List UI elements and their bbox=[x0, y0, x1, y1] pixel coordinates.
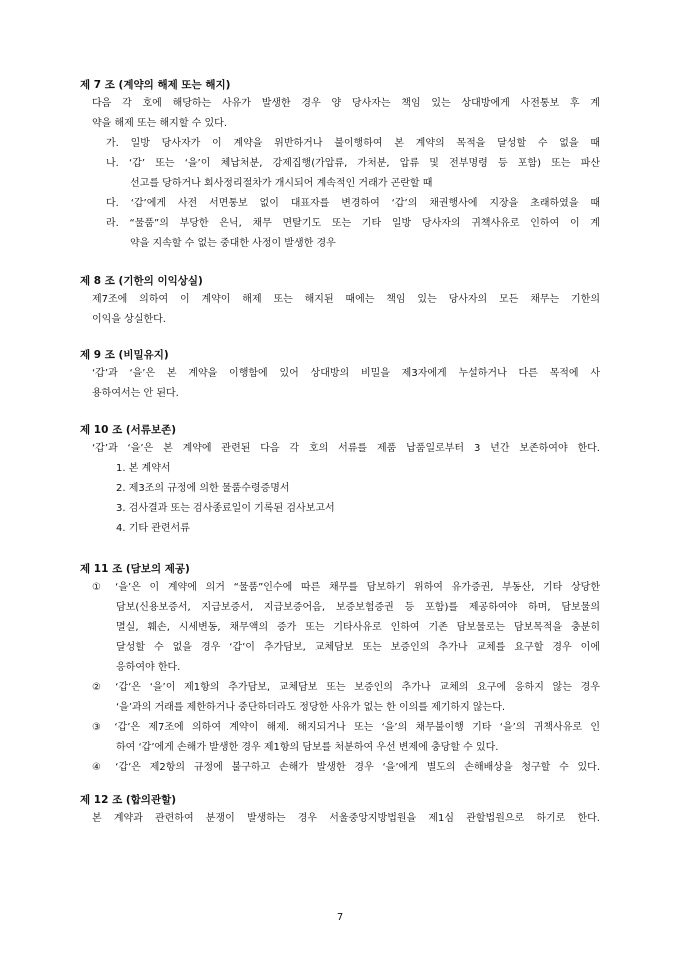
article-7-item: 가. 일방 당사자가 이 계약을 위반하거나 불이행하여 본 계약의 목적을 달성할 수 없을 때 bbox=[106, 138, 600, 149]
article-11-clause-cont: 담보(신용보증서, 지급보증서, 지급보증어음, 보증보험증권 등 포함)를 제공하여야 하며, 담보물의 bbox=[116, 602, 600, 613]
article-10 bbox=[80, 423, 600, 539]
article-10-title: 제 10 조 (서류보존) bbox=[80, 424, 177, 436]
article-11-clause-cont: 응하여야 한다. bbox=[116, 662, 181, 673]
article-8-title: 제 8 조 (기한의 이익상실) bbox=[80, 275, 203, 287]
article-11-clause-cont: 달성할 수 없을 경우 ‘갑’이 추가담보, 교체담보 또는 보증인의 추가나 교체를 요구할 경우 이에 bbox=[116, 642, 600, 653]
article-8-body-line: 제7조에 의하여 이 계약이 해제 또는 해지된 때에는 책임 있는 당사자의 모든 채무는 기한의 bbox=[92, 294, 600, 305]
page-number: 7 bbox=[336, 912, 344, 923]
article-10-item: 2. 제3조의 규정에 의한 물품수령증명서 bbox=[116, 483, 290, 494]
article-7 bbox=[80, 78, 600, 254]
article-11-clause: ③ ‘갑’은 제7조에 의하여 계약이 해제. 해지되거나 또는 ‘을’의 채무불이행 기타 ‘을’의 귀책사유로 인 bbox=[92, 722, 600, 733]
article-7-intro-line: 약을 해제 또는 해지할 수 있다. bbox=[92, 118, 227, 129]
article-7-item: 다. ‘갑’에게 사전 서면통보 없이 대표자를 변경하여 ‘갑’의 채권행사에 지장을 초래하였을 때 bbox=[106, 198, 600, 209]
article-10-item: 1. 본 계약서 bbox=[116, 463, 171, 474]
article-12 bbox=[80, 793, 600, 829]
article-10-item: 4. 기타 관련서류 bbox=[116, 523, 190, 534]
article-7-item: 라. “물품”의 부당한 은닉, 채무 면탈기도 또는 기타 일방 당사자의 귀책사유로 인하여 이 계 bbox=[106, 218, 600, 229]
article-11-clause: ① ‘을’은 이 계약에 의거 “물품”인수에 따른 채무를 담보하기 위하여 유가증권, 부동산, 기타 상당한 bbox=[92, 582, 600, 593]
article-9-title: 제 9 조 (비밀유지) bbox=[80, 349, 169, 361]
article-11-clause-cont: ‘을’과의 거래를 제한하거나 중단하더라도 정당한 사유가 없는 한 이의를 제기하지 않는다. bbox=[116, 702, 506, 713]
article-10-item: 3. 검사결과 또는 검사종료일이 기록된 검사보고서 bbox=[116, 503, 335, 514]
article-11-clause: ② ‘갑’은 ‘을’이 제1항의 추가담보, 교체담보 또는 보증인의 추가나 교체의 요구에 응하지 않는 경우 bbox=[92, 682, 600, 693]
article-11-clause-cont: 멸실, 훼손, 시세변동, 채무액의 증가 또는 기타사유로 인하여 기존 담보물로는 담보목적을 충분히 bbox=[116, 622, 600, 633]
article-7-title: 제 7 조 (계약의 해제 또는 해지) bbox=[80, 79, 231, 91]
article-10-intro: ‘갑’과 ‘을’은 본 계약에 관련된 다음 각 호의 서류를 제품 납품일로부터 3 년간 보존하여야 한다. bbox=[92, 443, 600, 454]
article-7-intro-line: 다음 각 호에 해당하는 사유가 발생한 경우 양 당사자는 책임 있는 상대방에게 사전통보 후 계 bbox=[92, 98, 600, 109]
article-11-clause: ④ ‘갑’은 제2항의 규정에 불구하고 손해가 발생한 경우 ‘을’에게 별도의 손해배상을 청구할 수 있다. bbox=[92, 762, 600, 773]
article-8 bbox=[80, 274, 600, 330]
article-7-item: 나. ‘갑’ 또는 ‘을’이 체납처분, 강제집행(가압류, 가처분, 압류 및 전부명령 등 포함) 또는 파산 bbox=[106, 158, 600, 169]
article-9-body-line: ‘갑’과 ‘을’은 본 계약을 이행함에 있어 상대방의 비밀을 제3자에게 누설하거나 다른 목적에 사 bbox=[92, 368, 600, 379]
article-8-body-line: 이익을 상실한다. bbox=[92, 314, 166, 325]
article-11-title: 제 11 조 (담보의 제공) bbox=[80, 563, 190, 575]
article-12-title: 제 12 조 (합의관할) bbox=[80, 794, 177, 806]
article-11 bbox=[80, 562, 600, 778]
article-9 bbox=[80, 348, 600, 404]
article-12-body: 본 계약과 관련하여 분쟁이 발생하는 경우 서울중앙지방법원을 제1심 관할법원으로 하기로 한다. bbox=[92, 813, 600, 824]
article-11-clause-cont: 하여 ‘갑’에게 손해가 발생한 경우 제1항의 담보를 처분하여 우선 변제에 충당할 수 있다. bbox=[116, 742, 499, 753]
article-7-item-cont: 약을 지속할 수 없는 중대한 사정이 발생한 경우 bbox=[130, 238, 336, 249]
article-9-body-line: 용하여서는 안 된다. bbox=[92, 388, 179, 399]
article-7-item-cont: 선고를 당하거나 회사정리절차가 개시되어 계속적인 거래가 곤란할 때 bbox=[130, 178, 433, 189]
